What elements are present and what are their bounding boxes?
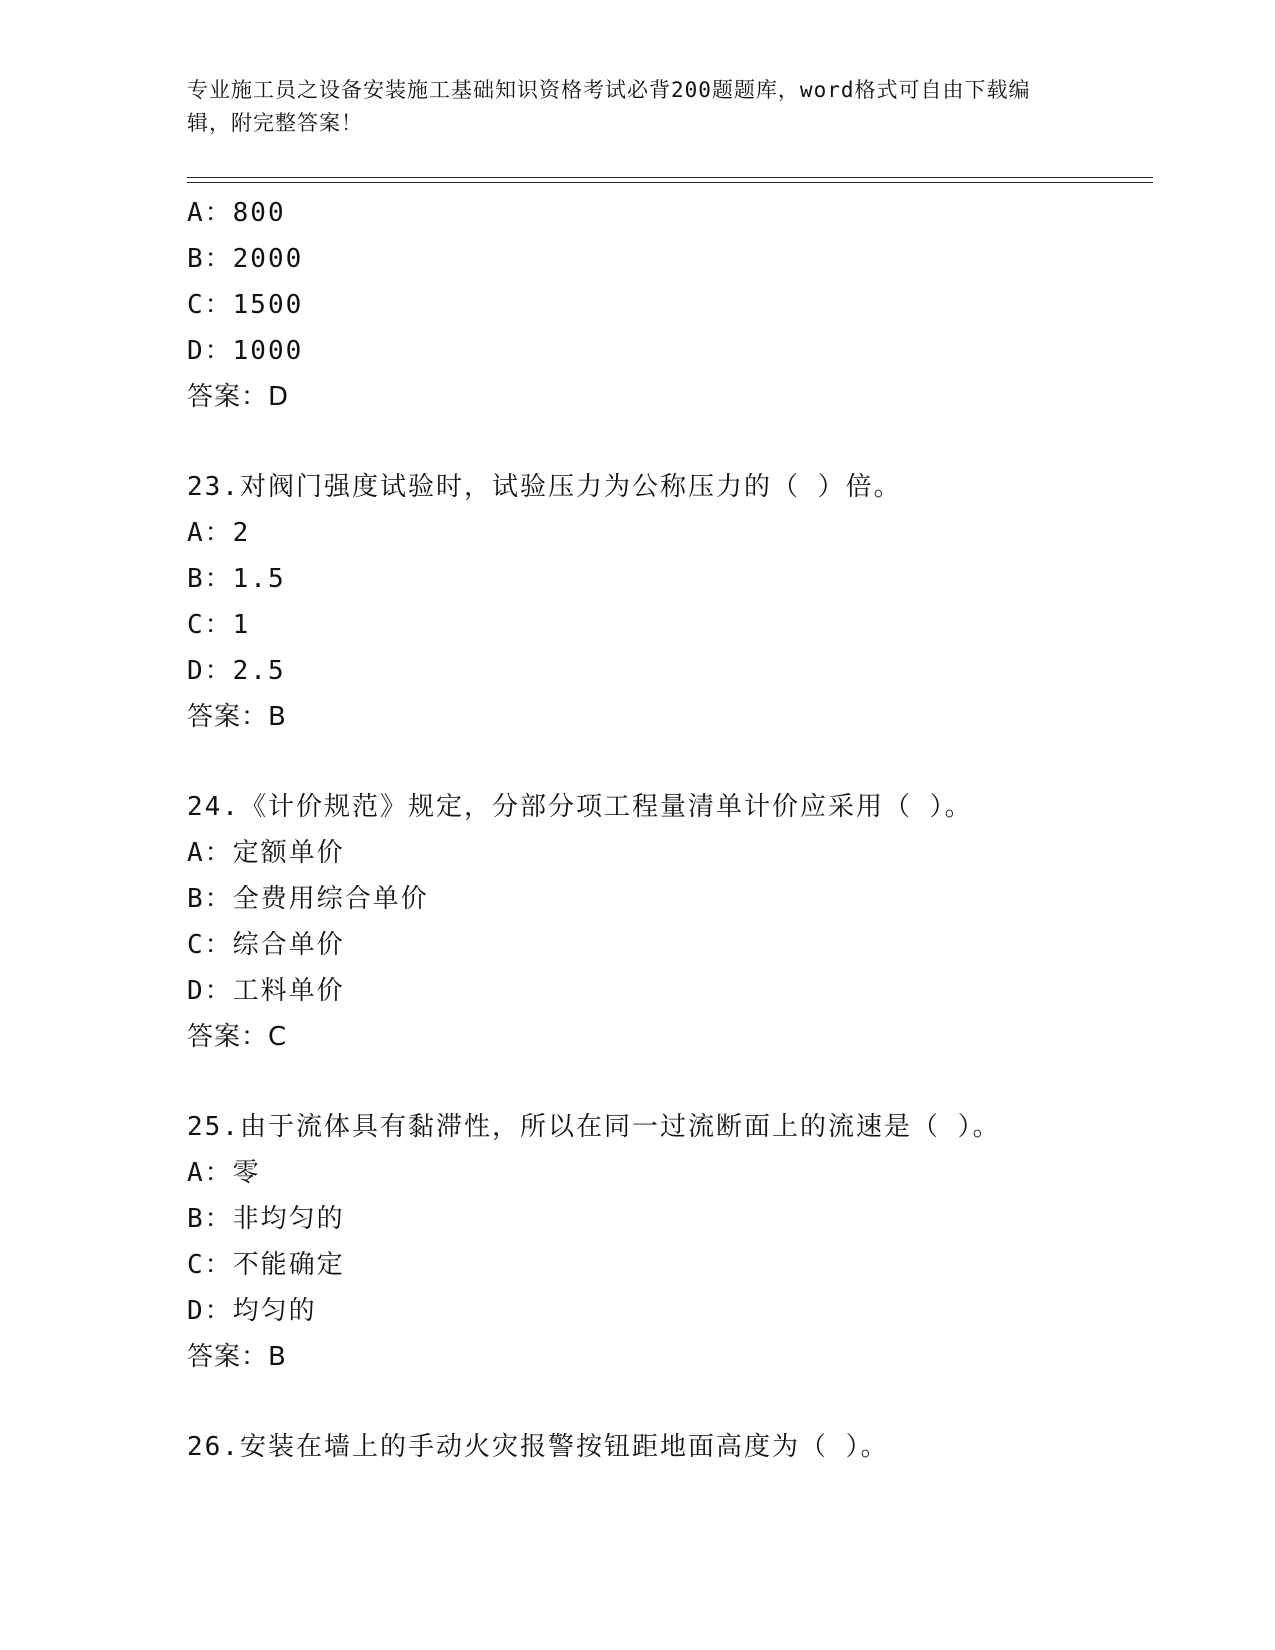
option-a: A：定额单价: [187, 838, 345, 868]
header-rule-bottom: [187, 182, 1153, 183]
option-b: B：1.5: [187, 564, 286, 594]
option-d: D：均匀的: [187, 1296, 317, 1326]
option-d: D：1000: [187, 336, 304, 366]
question-26: 26.安装在墙上的手动火灾报警按钮距地面高度为（ ）。: [187, 1432, 889, 1462]
option-c: C：不能确定: [187, 1250, 345, 1280]
option-c: C：1: [187, 610, 251, 640]
answer: 答案：C: [187, 1022, 288, 1052]
option-c: C：综合单价: [187, 930, 345, 960]
answer: 答案：B: [187, 1342, 287, 1372]
header-rule-top: [187, 177, 1153, 178]
question-24: 24.《计价规范》规定，分部分项工程量清单计价应采用（ ）。: [187, 792, 973, 822]
answer: 答案：B: [187, 702, 287, 732]
option-a: A：2: [187, 518, 251, 548]
option-d: D：2.5: [187, 656, 286, 686]
option-b: B：全费用综合单价: [187, 884, 429, 914]
option-b: B：非均匀的: [187, 1204, 345, 1234]
option-a: A：800: [187, 198, 286, 228]
question-23: 23.对阀门强度试验时，试验压力为公称压力的（ ）倍。: [187, 472, 902, 502]
document-title: 专业施工员之设备安装施工基础知识资格考试必背200题题库，word格式可自由下载编辑，附完整答案！: [187, 78, 1031, 135]
answer: 答案：D: [187, 382, 290, 412]
option-d: D：工料单价: [187, 976, 345, 1006]
question-25: 25.由于流体具有黏滞性，所以在同一过流断面上的流速是（ ）。: [187, 1112, 1001, 1142]
option-c: C：1500: [187, 290, 304, 320]
option-a: A：零: [187, 1158, 261, 1188]
option-b: B：2000: [187, 244, 304, 274]
